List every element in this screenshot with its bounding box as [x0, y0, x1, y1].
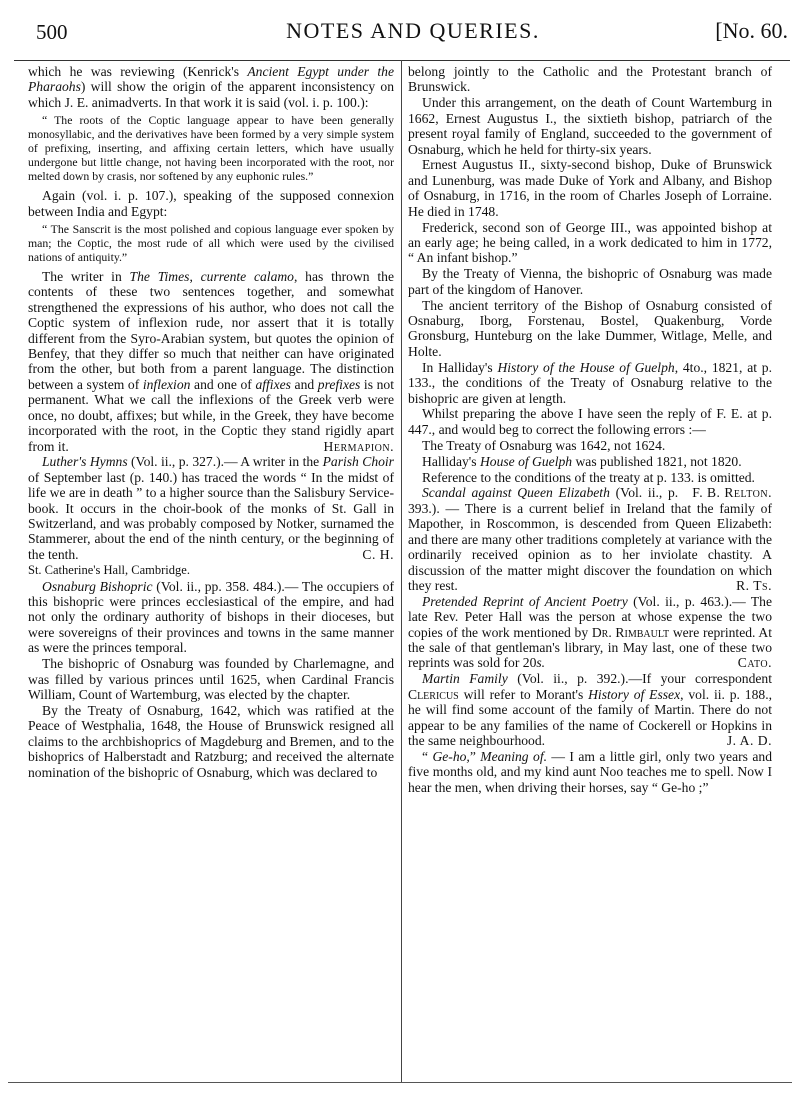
paragraph: The writer in The Times, currente calamo, has thrown the contents of these two sentences together, and somewhat strengthened the expressions of his author, who does not call the Coptic system of inflexion rude, nor assert that it is totally different from the Syro-Arabian system, but quotes the opinion of Benfey, that they differ so much that neither can have originated from the other, but both from a parent language. The distinction between a system of inflexion and one of affixes and prefixes is not permanent. What we call the inflexions of the Greek verb were once, no doubt, affixes; but while, in the Greek, they have become incorporated with the root, in the Coptic they stand rigidly apart from it. Hermapion.	[28, 269, 394, 454]
paragraph: Reference to the conditions of the treaty at p. 133. is omitted. F. B. Relton.	[422, 469, 772, 500]
header-rule	[14, 60, 790, 61]
signature: J. A. D.	[726, 732, 772, 748]
article-scandal-queen-elizabeth: Scandal against Queen Elizabeth (Vol. ii., p. 393.). — There is a current belief in Ireland that the family of Mapother, in Roscommon, is descended from Queen Elizabeth: and there are many other traditions completely at variance with the ordinarily received opinion as to her inviolate chastity. A discussion of the matter might discover the foundation on which they rest. R. Ts.	[408, 485, 772, 593]
paragraph: which he was reviewing (Kenrick's Ancient Egypt under the Pharaohs) will show the origin of the apparent inconsistency on which J. E. animadverts. In that work it is said (vol. i. p. 100.):	[28, 64, 394, 110]
block-quote: “ The roots of the Coptic language appear to have been generally monosyllabic, and the derivatives have been formed by a very simple system of prefixing, inserting, and affixing certain letters, which have usually undergone but little change, not having been incorporated with the root, nor melted down by crasis, nor softened by any euphonic rules.”	[28, 113, 394, 184]
paragraph: By the Treaty of Osnaburg, 1642, which was ratified at the Peace of Westphalia, 1648, the House of Brunswick resigned all claims to the archbishoprics of Magdeburg and Bremen, and to the bishoprics of Halberstadt and Ratzburg; and received the alternate nomination of the bishopric of Osnaburg, which was declared to	[28, 702, 394, 780]
paragraph: Halliday's House of Guelph was published 1821, not 1820.	[422, 453, 742, 469]
page-header	[36, 14, 790, 54]
paragraph: The ancient territory of the Bishop of Osnaburg consisted of Osnaburg, Iborg, Forstenau, Bostel, Quakenburg, Vorde Gronsburg, Hunteburg on the lake Dummer, Witlage, Melle, and Holte.	[408, 297, 772, 359]
signature: R. Ts.	[736, 577, 772, 593]
column-divider	[401, 60, 402, 1082]
paragraph: Frederick, second son of George III., was appointed bishop at an early age; he being called, in a work dedicated to him in 1772, “ An infant bishop.”	[408, 219, 772, 266]
article-pretended-reprint: Pretended Reprint of Ancient Poetry (Vol. ii., p. 463.).— The late Rev. Peter Hall was the person at whose expense the two copies of the work mentioned by Dr. Rimbault were reprinted. At the sale of that gentleman's library, in May last, one of these two reprints was sold for 20s. Cato.	[408, 593, 772, 671]
paragraph: The Treaty of Osnaburg was 1642, not 1624.	[422, 437, 666, 453]
paragraph: belong jointly to the Catholic and the Protestant branch of Brunswick.	[408, 64, 772, 95]
signature: C. H.	[362, 546, 394, 562]
paragraph: Ernest Augustus II., sixty-second bishop, Duke of Brunswick and Lunenburg, was made Duke of York and Albany, and Bishop of Osnaburg, in 1716, in the room of Charles Joseph of Lorraine. He died in 1748.	[408, 157, 772, 219]
article-luthers-hymns: Luther's Hymns (Vol. ii., p. 327.).— A writer in the Parish Choir of September last (p. 140.) has traced the words “ In the midst of life we are in death ” to a higher source than the Salisbury Service-book. It occurs in the choir-book of the monks of St. Gall in Switzerland, and was probably composed by Notker, surnamed the Stammerer, about the end of the ninth century, or the beginning of the tenth. C. H.	[28, 454, 394, 562]
block-quote: “ The Sanscrit is the most polished and copious language ever spoken by man; the Coptic, the most rude of all which were used by the civilised nations of antiquity.”	[28, 222, 394, 265]
left-column	[28, 64, 394, 780]
paragraph: Whilst preparing the above I have seen the reply of F. E. at p. 447., and would beg to correct the following errors :—	[408, 406, 772, 437]
paragraph: Again (vol. i. p. 107.), speaking of the supposed connexion between India and Egypt:	[28, 188, 394, 219]
running-title: NOTES AND QUERIES.	[286, 18, 540, 43]
article-martin-family: Martin Family (Vol. ii., p. 392.).—If your correspondent Clericus will refer to Morant's History of Essex, vol. ii. p. 188., he will find some account of the family of Martin. There do not appear to be any families of the name of Cockerell or Hopkins in the same neighbourhood. J. A. D.	[408, 671, 772, 748]
signature: Cato.	[737, 655, 772, 671]
article-osnaburg-bishopric: Osnaburg Bishopric (Vol. ii., pp. 358. 484.).— The occupiers of this bishopric were princes ecclesiastical of the empire, and had not only the ordinary authority of bishops in their dioceses, but were sovereigns of their provinces and towns in the same manner as were the princes temporal.	[28, 578, 394, 656]
paragraph: The bishopric of Osnaburg was founded by Charlemagne, and was filled by various princes until 1625, when Cardinal Francis William, Count of Wartemburg, was elected by the chapter.	[28, 656, 394, 702]
paragraph: In Halliday's History of the House of Guelph, 4to., 1821, at p. 133., the conditions of the Treaty of Osnaburg relative to the bishopric are given at length.	[408, 359, 772, 406]
issue-number: [No. 60.	[715, 18, 788, 43]
paragraph: By the Treaty of Vienna, the bishopric of Osnaburg was made part of the kingdom of Hanover.	[408, 266, 772, 297]
article-ge-ho: “ Ge-ho,” Meaning of. — I am a little girl, only two years and five months old, and my kind aunt Noo teaches me to spell. Now I hear the men, when driving their horses, say “ Ge-ho ;”	[408, 748, 772, 795]
signature: Hermapion.	[323, 438, 394, 454]
place-line: St. Catherine's Hall, Cambridge.	[28, 562, 190, 577]
bottom-rule	[8, 1082, 792, 1083]
right-column	[408, 64, 772, 796]
paragraph: Under this arrangement, on the death of Count Wartemburg in 1662, Ernest Augustus I., the sixtieth bishop, patriarch of the present royal family of England, succeeded to the government of Osnaburg, which he held for thirty-six years.	[408, 95, 772, 157]
signature: F. B. Relton.	[692, 484, 772, 500]
page-number: 500	[36, 20, 68, 44]
